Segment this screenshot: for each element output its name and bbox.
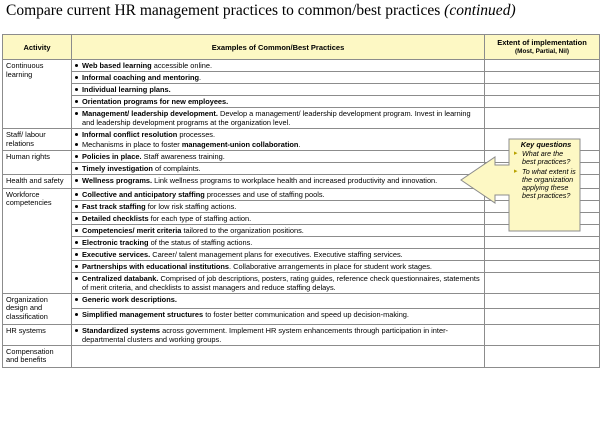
table-row <box>3 96 600 108</box>
title-main: Compare current HR management practices to common/best practices <box>6 2 441 19</box>
extent-cell[interactable] <box>485 293 600 308</box>
header-examples: Examples of Common/Best Practices <box>72 35 485 60</box>
example-cell: Policies in place. Staff awareness training. <box>72 151 485 163</box>
table-row <box>3 60 600 72</box>
extent-cell[interactable] <box>485 272 600 293</box>
example-cell: Orientation programs for new employees. <box>72 96 485 108</box>
extent-cell[interactable] <box>485 60 600 72</box>
activity-cell: Health and safety <box>3 175 72 189</box>
page-title <box>6 1 596 21</box>
table-row <box>3 272 600 293</box>
callout-question: ▸ To what extent is the organization applying these best practices? <box>514 168 578 201</box>
callout-question: ▸ What are the best practices? <box>514 150 578 166</box>
example-cell: Detailed checklists for each type of staffing action. <box>72 212 485 224</box>
extent-cell[interactable] <box>485 248 600 260</box>
example-cell: Collective and anticipatory staffing processes and use of staffing pools. <box>72 188 485 200</box>
table-row <box>3 108 600 129</box>
table-row <box>3 72 600 84</box>
title-continued: (continued) <box>444 2 516 19</box>
header-extent-label: Extent of implementation <box>497 38 587 47</box>
table-header-row <box>3 35 600 60</box>
callout-questions <box>514 150 578 200</box>
callout-box <box>511 139 581 231</box>
activity-cell: Organization design and classification <box>3 293 72 324</box>
table-row <box>3 324 600 345</box>
extent-cell[interactable] <box>485 345 600 367</box>
extent-cell[interactable] <box>485 108 600 129</box>
activity-cell: Continuous learning <box>3 60 72 129</box>
extent-cell[interactable] <box>485 260 600 272</box>
example-cell: Management/ leadership development. Develop a management/ leadership development program. Invest in learning and leadership development programs at the organization level. <box>72 108 485 129</box>
example-cell: Executive services. Career/ talent management plans for executives. Executive staffing services. <box>72 248 485 260</box>
example-cell: Informal coaching and mentoring. <box>72 72 485 84</box>
header-extent-sub: (Most, Partial, Nil) <box>515 48 569 55</box>
header-extent <box>485 35 600 60</box>
extent-cell[interactable] <box>485 236 600 248</box>
example-cell: Competencies/ merit criteria tailored to the organization positions. <box>72 224 485 236</box>
example-cell: Partnerships with educational institutions. Collaborative arrangements in place for student work stages. <box>72 260 485 272</box>
activity-cell: Compensation and benefits <box>3 345 72 367</box>
example-cell: Generic work descriptions. <box>72 293 485 308</box>
example-cell: Standardized systems across government. Implement HR system enhancements through participation in inter-departmental clusters and working groups. <box>72 324 485 345</box>
header-activity: Activity <box>3 35 72 60</box>
activity-cell: Human rights <box>3 151 72 175</box>
extent-cell[interactable] <box>485 324 600 345</box>
activity-cell: Workforce competencies <box>3 188 72 293</box>
extent-cell[interactable] <box>485 96 600 108</box>
callout-heading: Key questions <box>520 140 572 149</box>
table-row <box>3 345 600 367</box>
table-row <box>3 236 600 248</box>
example-cell: Wellness programs. Link wellness programs to workplace health and increased productivity and innovation. <box>72 175 485 189</box>
table-row <box>3 260 600 272</box>
example-cell: Web based learning accessible online. <box>72 60 485 72</box>
example-cell: Timely investigation of complaints. <box>72 163 485 175</box>
example-cell: Fast track staffing for low risk staffing actions. <box>72 200 485 212</box>
activity-cell: Staff/ labour relations <box>3 129 72 151</box>
table-row <box>3 293 600 308</box>
key-questions-callout <box>485 137 581 233</box>
table-row <box>3 84 600 96</box>
example-cell: Individual learning plans. <box>72 84 485 96</box>
extent-cell[interactable] <box>485 84 600 96</box>
extent-cell[interactable] <box>485 309 600 324</box>
table-row <box>3 248 600 260</box>
example-cell: Simplified management structures to foster better communication and speed up decision-making. <box>72 309 485 324</box>
activity-cell: HR systems <box>3 324 72 345</box>
example-cell: Centralized databank. Comprised of job descriptions, posters, rating guides, reference check questionnaires, statements of merit criteria, and checklists to assist managers and reduce staffing delays. <box>72 272 485 293</box>
table-row <box>3 309 600 324</box>
example-cell: Electronic tracking of the status of staffing actions. <box>72 236 485 248</box>
example-cell <box>72 345 485 367</box>
example-cell: Informal conflict resolution processes. Mechanisms in place to foster management-union collaboration. <box>72 129 485 151</box>
extent-cell[interactable] <box>485 72 600 84</box>
